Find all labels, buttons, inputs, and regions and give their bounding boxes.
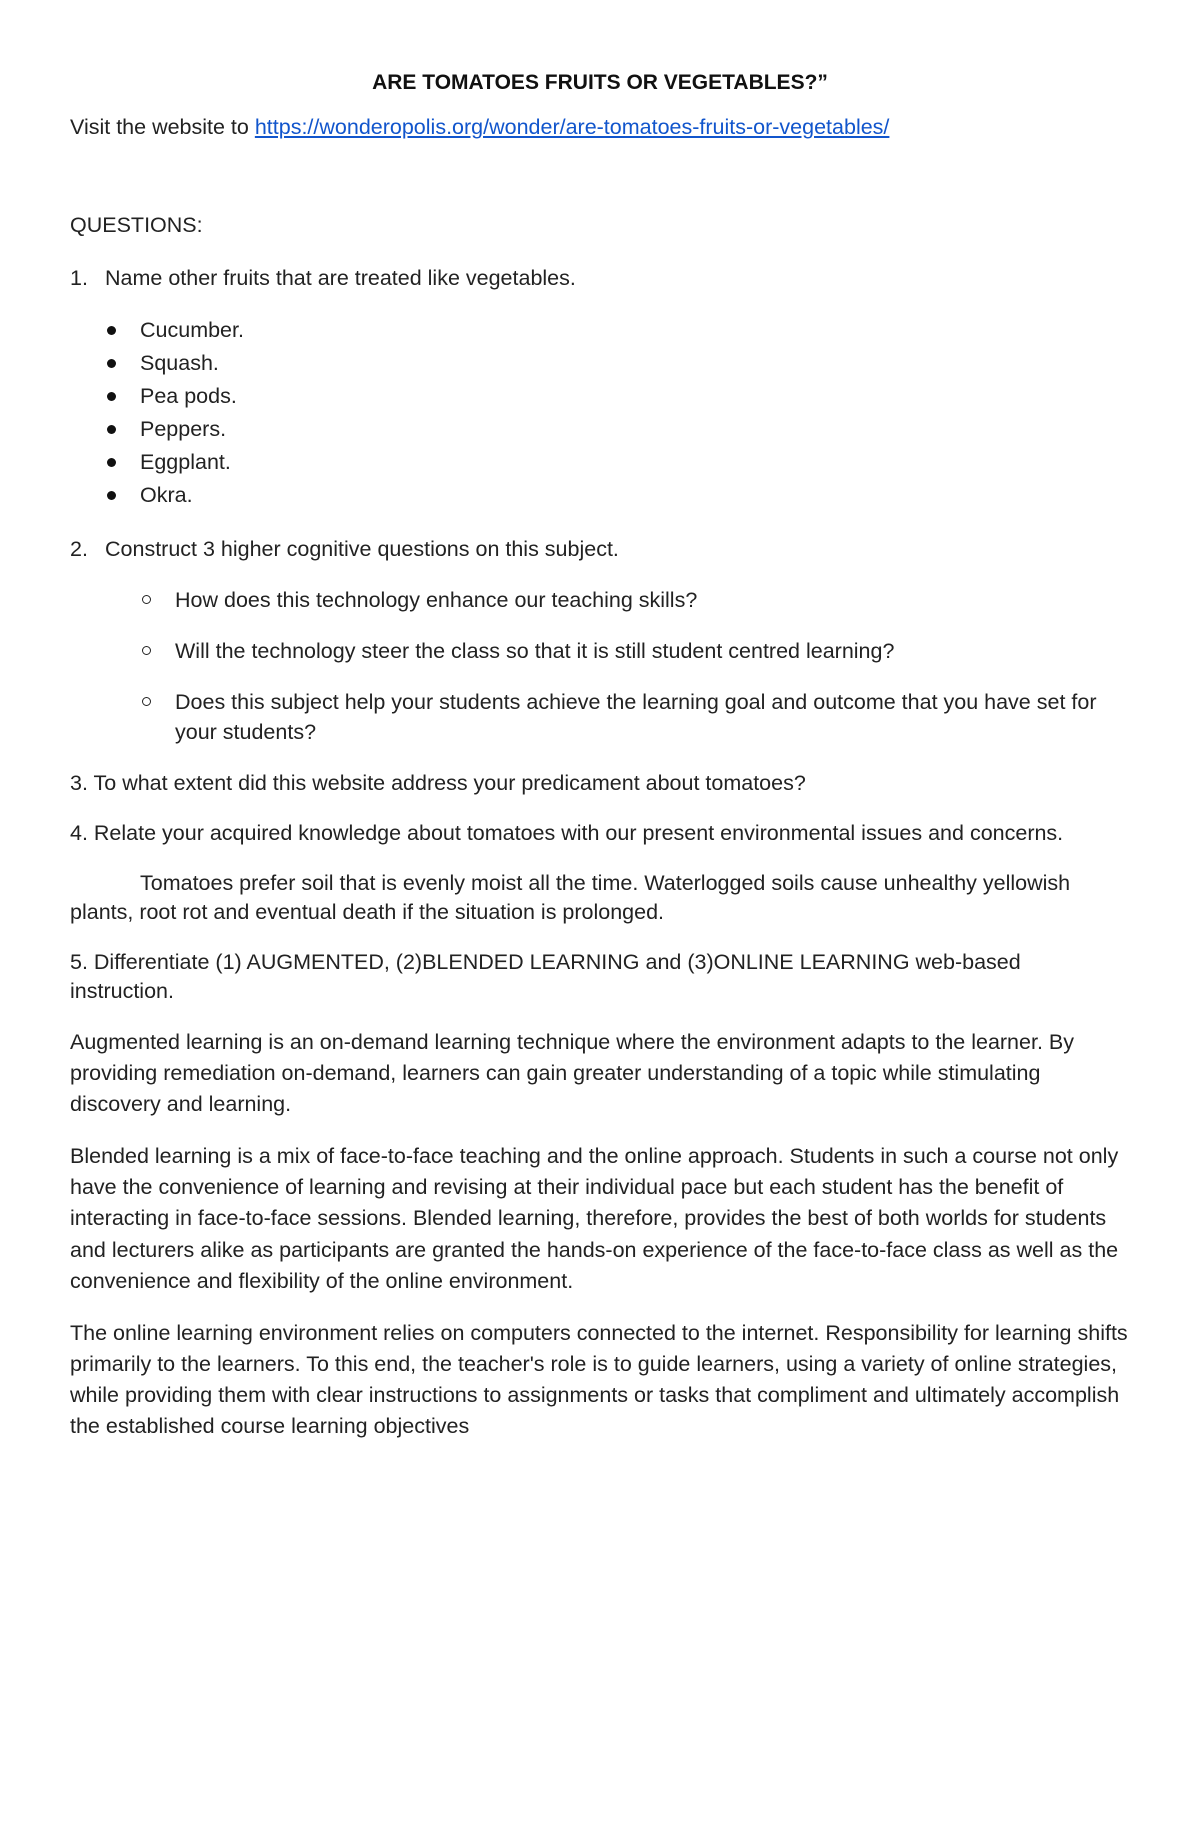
question-number: 2.: [70, 536, 88, 561]
document-page: [70, 68, 1130, 1464]
list-item-text: Okra.: [140, 482, 193, 507]
list-item-text: How does this technology enhance our teaching skills?: [175, 588, 698, 613]
questions-heading: QUESTIONS:: [70, 212, 203, 237]
question-3: 3. To what extent did this website address your predicament about tomatoes?: [70, 770, 806, 795]
spacer: [70, 144, 1130, 210]
bullet-icon: [70, 347, 140, 380]
visit-prefix: Visit the website to: [70, 115, 255, 140]
circle-bullet-icon: [70, 636, 175, 666]
question-5: 5. Differentiate (1) AUGMENTED, (2)BLENDED LEARNING and (3)ONLINE LEARNING web-based instruction.: [70, 949, 1021, 1003]
question-4-answer: Tomatoes prefer soil that is evenly moist all the time. Waterlogged soils cause unhealthy yellowish plants, root rot and eventual death if the situation is prolonged.: [70, 870, 1071, 924]
list-item-text: Does this subject help your students achieve the learning goal and outcome that you have set for your students?: [175, 690, 1097, 745]
question-4: 4. Relate your acquired knowledge about tomatoes with our present environmental issues and concerns.: [70, 820, 1064, 845]
list-item: [70, 413, 1130, 446]
question-text: Name other fruits that are treated like vegetables.: [105, 265, 576, 290]
list-item: [70, 446, 1130, 479]
circle-bullet-icon: [70, 585, 175, 615]
online-learning-paragraph: The online learning environment relies on computers connected to the internet. Responsibility for learning shifts primarily to the learners. To this end, the teacher's role is to guide learners, using a variety of online strategies, while providing them with clear instructions to assignments or tasks that compliment and ultimately accomplish the established course learning objectives: [70, 1320, 1128, 1439]
bullet-icon: [70, 413, 140, 446]
list-item: [70, 314, 1130, 347]
website-link[interactable]: https://wonderopolis.org/wonder/are-tomatoes-fruits-or-vegetables/: [254, 115, 890, 140]
list-item-text: Will the technology steer the class so that it is still student centred learning?: [175, 639, 895, 664]
list-item-text: Eggplant.: [140, 449, 231, 474]
list-item: [70, 479, 1130, 512]
list-item: [70, 636, 1130, 666]
list-item: [70, 687, 1130, 747]
bullet-icon: [70, 314, 140, 347]
visit-line: [70, 112, 1130, 143]
list-item-text: Peppers.: [140, 416, 227, 441]
list-item-text: Squash.: [140, 350, 219, 375]
cognitive-questions-list: [70, 585, 1130, 747]
list-item-text: Pea pods.: [140, 383, 237, 408]
question-1: [70, 263, 1130, 294]
page-title: ARE TOMATOES FRUITS OR VEGETABLES?”: [372, 71, 828, 94]
list-item: [70, 585, 1130, 615]
bullet-icon: [70, 380, 140, 413]
question-2: [70, 534, 1130, 565]
augmented-learning-paragraph: Augmented learning is an on-demand learning technique where the environment adapts to the learner. By providing remediation on-demand, learners can gain greater understanding of a topic while stimulating discovery and learning.: [70, 1029, 1074, 1116]
list-item: [70, 380, 1130, 413]
bullet-icon: [70, 479, 140, 512]
list-item-text: Cucumber.: [140, 317, 244, 342]
fruit-list: [70, 314, 1130, 512]
question-number: 1.: [70, 265, 88, 290]
list-item: [70, 347, 1130, 380]
circle-bullet-icon: [70, 687, 175, 747]
question-text: Construct 3 higher cognitive questions on this subject.: [105, 536, 619, 561]
blended-learning-paragraph: Blended learning is a mix of face-to-face teaching and the online approach. Students in such a course not only have the convenience of learning and revising at their individual pace but each student has the benefit of interacting in face-to-face sessions. Blended learning, therefore, provides the best of both worlds for students and lecturers alike as participants are granted the hands-on experience of the face-to-face class as well as the convenience and flexibility of the online environment.: [70, 1144, 1119, 1293]
bullet-icon: [70, 446, 140, 479]
